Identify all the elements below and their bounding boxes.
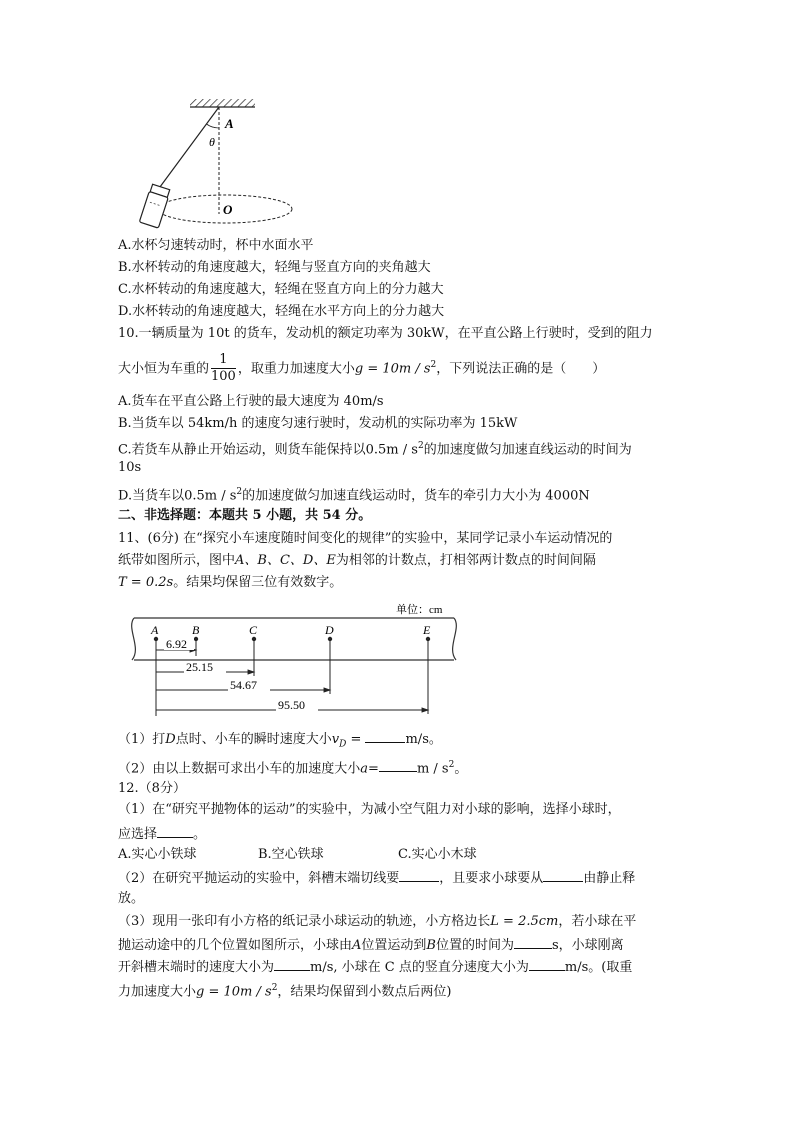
q10-d-accel: 0.5m / s (184, 488, 237, 504)
q10-d-post: 的加速度做匀加速直线运动时，货车的牵引力大小为 4000N (242, 488, 590, 504)
q10-option-b: B.当货车以 54km/h 的速度匀速行驶时，发动机的实际功率为 15kW (118, 416, 518, 431)
q10-c-post: 的加速度做匀加速直线运动的时间为 (423, 442, 632, 458)
q12-s3-blank3[interactable] (529, 957, 565, 971)
q11-sub2-blank[interactable] (379, 758, 417, 772)
point-e-label: E (423, 623, 431, 637)
q12-s3-pos-a: A (352, 938, 362, 953)
q11-line3-post: 。结果均保留三位有效数字。 (173, 575, 343, 590)
q12-s2-line2: 放。 (118, 891, 145, 906)
q11-sub1-pre: （1）打 (118, 732, 166, 747)
q12-s3-l2-unit: s，小球刚离 (552, 938, 624, 953)
q12-option-a: A.实心小铁球 (118, 847, 197, 862)
q12-s3-l2-pre: 抛运动途中的几个位置如图所示，小球由 (118, 938, 353, 953)
q11-stem-line2 (118, 552, 596, 570)
q12-s3-blank2[interactable] (274, 957, 310, 971)
q10-stem-post: ，下列说法正确的是（ ） (436, 361, 606, 377)
q12-s2-blank2[interactable] (543, 868, 583, 882)
q12-s1-line2 (118, 824, 206, 844)
q10-g-value: g = 10m / s (354, 361, 431, 377)
paper-tape-figure (124, 598, 464, 720)
q10-option-a: A.货车在平直公路上行驶的最大速度为 40m/s (118, 394, 384, 409)
q9-option-a: A.水杯匀速转动时，杯中水面水平 (118, 238, 314, 253)
q12-s3-l3-pre: 开斜槽末端时的速度大小为 (118, 960, 275, 975)
point-b-label: B (192, 623, 200, 637)
q12-s3-l2-post: 位置的时间为 (435, 938, 514, 953)
q11-line2-pre: 纸带如图所示，图中 (118, 553, 236, 568)
point-c-label: C (249, 623, 258, 637)
q11-sub1-d: D (165, 732, 176, 747)
q12-s2-post: 由静止释 (583, 871, 636, 886)
q11-sub1-vsub: D (339, 739, 347, 750)
q12-s2-mid: ，且要求小球要从 (439, 871, 544, 886)
q11-stem-line3 (118, 574, 342, 592)
tape-right-wave (453, 618, 457, 660)
q10-d-pre: D.当货车以 (118, 488, 185, 504)
label-a: A (225, 116, 234, 131)
q12-s3-g: g = 10m / s (196, 984, 272, 1000)
q11-sub1 (118, 729, 442, 754)
q12-s2-line1 (118, 868, 635, 888)
label-o: O (223, 202, 233, 217)
q11-sub1-blank[interactable] (365, 729, 405, 743)
q11-sub1-v: v (331, 732, 340, 747)
point-a-label: A (151, 623, 159, 637)
q12-s3-l3-mid: m/s, 小球在 C 点的竖直分速度大小为 (310, 960, 529, 975)
dim-ab: 6.92 (166, 637, 187, 651)
q12-s3-line4: 力加速度大小$g = 10m / s^2$，结果均保留到小数点后两位) (118, 983, 452, 1000)
q10-frac-den: 100 (211, 369, 236, 385)
q12-s2-pre: （2）在研究平抛运动的实验中，斜槽末端切线要 (118, 871, 400, 886)
q12-s1-l2-end: 。 (193, 827, 207, 842)
q12-title: 12.（8分） (118, 781, 186, 796)
tape-left-wave (132, 618, 136, 660)
rope (157, 107, 219, 191)
q11-sub1-mid: 点时、小车的瞬时速度大小 (175, 732, 332, 747)
dim-ad: 54.67 (230, 678, 257, 692)
q12-s2-blank1[interactable] (399, 868, 439, 882)
q12-s3-l1-pre: （3）现用一张印有小方格的纸记录小球运动的轨迹，小方格边长 (118, 914, 491, 929)
q12-s3-length: L = 2.5cm (490, 914, 559, 929)
ceiling-hatch (190, 99, 255, 107)
q12-s3-line3 (118, 957, 632, 977)
q11-stem-line1: 11、(6分) 在“探究小车速度随时间变化的规律”的实验中，某同学记录小车运动情况的 (118, 531, 613, 546)
q12-option-b: B.空心铁球 (258, 847, 324, 862)
q12-options (118, 846, 477, 864)
q11-sub2-end: 。 (454, 761, 468, 777)
q11-sub2-unit: m / s (416, 761, 449, 777)
q12-s1-l2-text: 应选择 (118, 827, 158, 842)
q12-s3-l3-post: m/s。(取重 (564, 960, 633, 975)
q10-frac-num: 1 (211, 352, 236, 369)
q12-s3-l2-mid: 位置运动到 (361, 938, 427, 953)
section-2-heading: 二、非选择题：本题共 5 小题，共 54 分。 (118, 508, 372, 523)
q10-stem-line1: 10.一辆质量为 10t 的货车，发动机的额定功率为 30kW，在平直公路上行驶时，受到的阻力 (118, 326, 653, 341)
q11-sub1-eq: = (346, 732, 366, 747)
q11-sub2-a: a (360, 761, 369, 777)
q11-interval: T = 0.2s (118, 575, 174, 590)
q9-option-c: C.水杯转动的角速度越大，轻绳在竖直方向上的分力越大 (118, 282, 444, 297)
q12-s3-l1-post: ，若小球在平 (558, 914, 637, 929)
q10-c-pre: C.若货车从静止开始运动，则货车能保持以 (118, 442, 366, 458)
q9-option-b: B.水杯转动的角速度越大，轻绳与竖直方向的夹角越大 (118, 260, 431, 275)
dim-ae: 95.50 (278, 698, 305, 712)
conical-pendulum-figure (135, 96, 305, 232)
q12-s3-pos-b: B (426, 938, 436, 953)
q10-option-c-line2: 10s (118, 460, 142, 475)
q10-stem-line2: 大小恒为车重的 $\frac{1}{100}$ ，取重力加速度大小$g = 10m / s^2$，下列说法正确的是（ ） (118, 352, 606, 385)
q12-s1-blank[interactable] (157, 824, 193, 838)
q11-letters: A、B、C、D、E (235, 553, 336, 568)
q10-fraction (211, 352, 236, 385)
q11-sub2-pre: （2）由以上数据可求出小车的加速度大小 (118, 761, 361, 777)
q9-option-d: D.水杯转动的角速度越大，轻绳在水平方向上的分力越大 (118, 304, 445, 319)
q11-sub2: （2）由以上数据可求出小车的加速度大小$a= m / s^2$。 (118, 760, 468, 777)
tape-unit-label: 单位：cm (396, 604, 443, 616)
q12-s1-line1: （1）在“研究平抛物体的运动”的实验中，为减小空气阻力对小球的影响，选择小球时， (118, 802, 621, 817)
q12-s3-blank1[interactable] (514, 935, 552, 949)
q12-s3-line2 (118, 935, 624, 955)
point-d-label: D (325, 623, 334, 637)
q12-option-c: C.实心小木球 (398, 847, 477, 862)
water-cup (139, 184, 170, 228)
q11-sub2-eq: = (368, 761, 379, 777)
q12-s3-l4-pre: 力加速度大小 (118, 984, 197, 1000)
q10-option-d: D.当货车以$0.5m / s^2$的加速度做匀加速直线运动时，货车的牵引力大小为 4000N (118, 487, 590, 504)
q11-line2-post: 为相邻的计数点，打相邻两计数点的时间间隔 (335, 553, 596, 568)
q12-s3-line1 (118, 913, 636, 931)
q10-c-accel: 0.5m / s (365, 442, 418, 458)
q10-stem-mid: ，取重力加速度大小 (237, 361, 355, 377)
q11-sub1-unit: m/s。 (405, 732, 442, 747)
q10-option-c: C.若货车从静止开始运动，则货车能保持以$0.5m / s^2$的加速度做匀加速直线运动的时间为 (118, 441, 632, 458)
label-theta: θ (209, 135, 215, 149)
dim-ac: 25.15 (186, 660, 213, 674)
q12-s3-l4-post: ，结果均保留到小数点后两位) (277, 984, 452, 1000)
theta-arc (207, 124, 220, 128)
q10-stem-pre: 大小恒为车重的 (118, 361, 210, 377)
